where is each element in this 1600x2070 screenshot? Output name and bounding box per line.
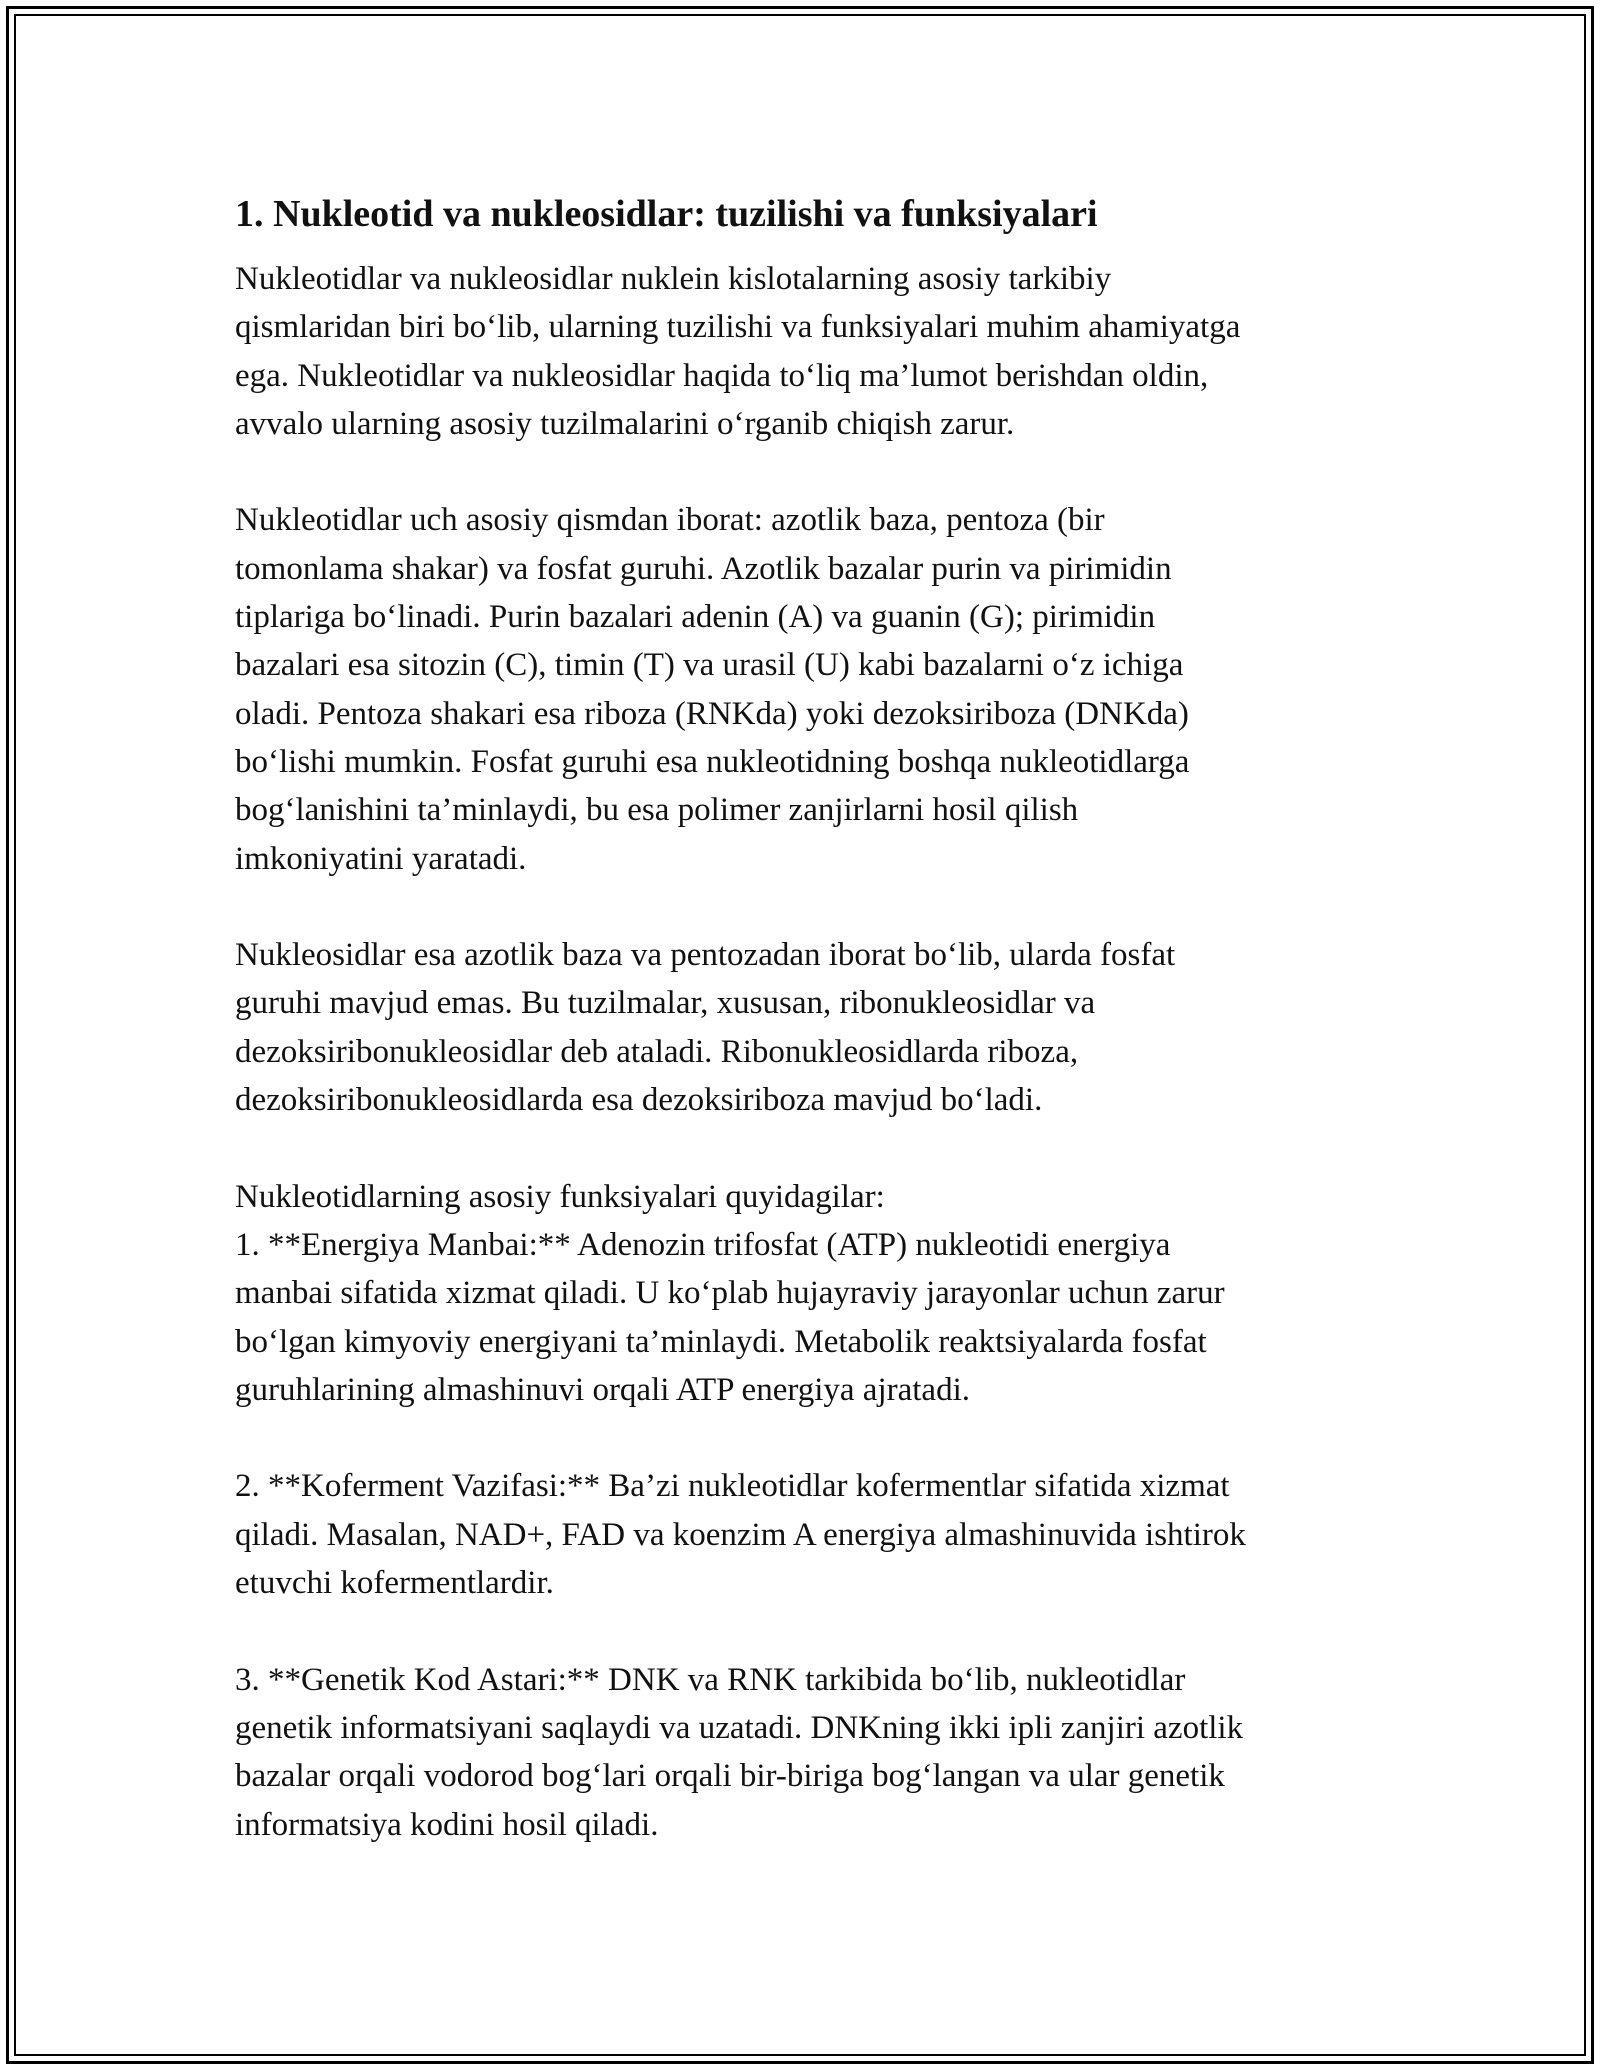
text-line: tomonlama shakar) va fosfat guruhi. Azotlik bazalar purin va pirimidin bbox=[235, 550, 1172, 587]
text-line: bo‘lgan kimyoviy energiyani ta’minlaydi. Metabolik reaktsiyalarda fosfat bbox=[235, 1323, 1207, 1360]
text-line: qismlaridan biri bo‘lib, ularning tuzilishi va funksiyalari muhim ahamiyatga bbox=[235, 309, 1241, 346]
text-line: bog‘lanishini ta’minlaydi, bu esa polimer zanjirlarni hosil qilish bbox=[235, 792, 1079, 829]
text-line: bazalar orqali vodorod bog‘lari orqali bir-biriga bog‘langan va ular genetik bbox=[235, 1758, 1225, 1795]
text-line: guruhi mavjud emas. Bu tuzilmalar, xususan, ribonukleosidlar va bbox=[235, 985, 1096, 1022]
text-line: informatsiya kodini hosil qiladi. bbox=[235, 1806, 659, 1843]
text-line: bazalari esa sitozin (C), timin (T) va urasil (U) kabi bazalarni o‘z ichiga bbox=[235, 647, 1184, 684]
text-line: ega. Nukleotidlar va nukleosidlar haqida to‘liq ma’lumot berishdan oldin, bbox=[235, 357, 1209, 394]
text-line: 2. **Koferment Vazifasi:** Ba’zi nukleotidlar kofermentlar sifatida xizmat bbox=[235, 1468, 1230, 1505]
text-line: tiplariga bo‘linadi. Purin bazalari adenin (A) va guanin (G); pirimidin bbox=[235, 599, 1156, 636]
text-line: 3. **Genetik Kod Astari:** DNK va RNK tarkibida bo‘lib, nukleotidlar bbox=[235, 1661, 1186, 1698]
text-line: Nukleotidlarning asosiy funksiyalari quyidagilar: bbox=[235, 1178, 885, 1215]
paragraph-functions-energy bbox=[235, 1173, 1385, 1414]
paragraph-coenzyme bbox=[235, 1462, 1385, 1607]
text-line: genetik informatsiyani saqlaydi va uzatadi. DNKning ikki ipli zanjiri azotlik bbox=[235, 1709, 1244, 1746]
text-line: dezoksiribonukleosidlarda esa dezoksiriboza mavjud bo‘ladi. bbox=[235, 1082, 1043, 1119]
paragraph-genetic-code bbox=[235, 1656, 1385, 1849]
document-heading: 1. Nukleotid va nukleosidlar: tuzilishi va funksiyalari bbox=[235, 193, 1098, 235]
document-body bbox=[235, 185, 1385, 1897]
text-line: Nukleosidlar esa azotlik baza va pentozadan iborat bo‘lib, ularda fosfat bbox=[235, 937, 1176, 974]
text-line: dezoksiribonukleosidlar deb ataladi. Ribonukleosidlarda riboza, bbox=[235, 1033, 1079, 1070]
text-line: Nukleotidlar uch asosiy qismdan iborat: azotlik baza, pentoza (bir bbox=[235, 502, 1105, 539]
text-line: imkoniyatini yaratadi. bbox=[235, 840, 527, 877]
text-line: manbai sifatida xizmat qiladi. U ko‘plab hujayraviy jarayonlar uchun zarur bbox=[235, 1275, 1225, 1312]
text-line: Nukleotidlar va nukleosidlar nuklein kislotalarning asosiy tarkibiy bbox=[235, 261, 1112, 297]
text-line: avvalo ularning asosiy tuzilmalarini o‘rganib chiqish zarur. bbox=[235, 405, 1015, 442]
text-line: 1. **Energiya Manbai:** Adenozin trifosfat (ATP) nukleotidi energiya bbox=[235, 1226, 1171, 1263]
text-line: qiladi. Masalan, NAD+, FAD va koenzim A energiya almashinuvida ishtirok bbox=[235, 1516, 1246, 1553]
text-line: etuvchi kofermentlardir. bbox=[235, 1565, 554, 1602]
text-line: guruhlarining almashinuvi orqali ATP energiya ajratadi. bbox=[235, 1371, 970, 1408]
paragraph-nucleosides bbox=[235, 931, 1385, 1124]
paragraph-intro bbox=[235, 255, 1385, 448]
text-line: bo‘lishi mumkin. Fosfat guruhi esa nukleotidning boshqa nukleotidlarga bbox=[235, 743, 1190, 780]
text-line: oladi. Pentoza shakari esa riboza (RNKda) yoki dezoksiriboza (DNKda) bbox=[235, 695, 1189, 732]
paragraph-nucleotide-structure bbox=[235, 496, 1385, 882]
